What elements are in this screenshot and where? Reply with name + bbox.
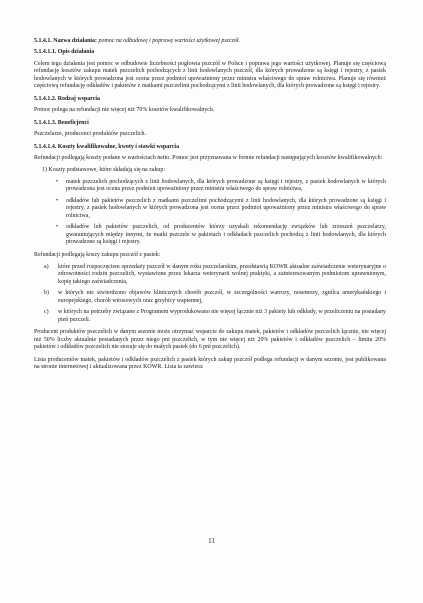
section-number: 5.1.4.1. Nazwa działania: <box>34 38 98 44</box>
list-item-text: w których na potrzeby związane z Programem wyprodukowano nie więcej łącznie niż 3 pakiety lub odkłady, w przeliczeniu na posiadany pień pszczeli. <box>58 309 386 323</box>
list-marker: c) <box>44 309 49 316</box>
conditions-list <box>34 264 386 324</box>
list-item: • odkładów lub pakietów pszczelich z matkami pszczelimi pochodzącymi z linii hodowlanych, dla których prowadzone są księgi i rejestry, z pasiek hodowlanych w których prowadzona jest ocena przez podmiot upoważniony przez ministra właściwego do spraw rolnictwa, <box>34 198 386 220</box>
section-heading-opis: 5.1.4.1.1. Opis działania <box>34 49 95 56</box>
paragraph-producent: Producent produktów pszczelich w danym sezonie może otrzymać wsparcie do zakupu matek, pakietów i odkładów pszczelich łącznie, nie więcej niż 50% liczby aktualnie posiadanych przez niego pni pszczelich, w tym nie więcej niż 20% pakietów i odkładów pszczelich – limitu 20% pakietów i odkładów pszczelich nie stosuje się do małych pasiek (do 6 pni pszczelich). <box>34 329 386 351</box>
list-item <box>34 309 386 324</box>
document-body <box>34 38 386 376</box>
list-item <box>34 290 386 305</box>
section-name: pomoc na odbudowę i poprawę wartości użytkowej pszczół. <box>98 38 241 44</box>
list-marker: b) <box>44 290 49 297</box>
bullet-list <box>34 179 386 247</box>
paragraph-refundacja: Refundacji podlegają koszty podane w wartościach netto. Pomoc jest przyznawana w formie refundacji następujących kosztów kwalifikowalnych: <box>34 154 383 161</box>
list-item: • odkładów lub pakietów pszczelich, od producentów którzy uzyskali rekomendację związków lub zrzeszeń pszczelarzy, gwarantujących między innymi, że matki pszczele w pakietach i odkładach pszczelich pochodzą z linii hodowlanych, dla których prowadzone są księgi i rejestry. <box>34 224 386 246</box>
section-heading-rodzaj: 5.1.4.1.2. Rodzaj wsparcia <box>34 95 101 102</box>
section-heading-beneficjenci: 5.1.4.1.3. Beneficjenci <box>34 119 89 126</box>
paragraph-opis: Celem tego działania jest pomoc w odbudowie liczebności pogłowia pszczół w Polsce i poprawa jego wartości użytkowej. Planuje się częściową refundację kosztów zakupu matek pszczelich pochodzących z linii hodowlanych pszczół, dla których prowadzone są księgi i rejestry, z pasiek hodowlanych w których prowadzona jest ocena przez podmiot upoważniony przez ministra właściwego do spraw rolnictwa. Planuje się również częściową refundację odkładów i pakietów z matkami pszczelimi pochodzącymi z linii hodowlanych, dla których prowadzone są księgi i rejestry. <box>34 60 386 90</box>
list-item-koszty-podstawowe: 1) Koszty podstawowe, które składają się na zakup: <box>42 167 166 174</box>
list-item-text: które przed rozpoczęciem sprzedaży pszczół w danym roku pszczelarskim, przedstawią KOWR aktualne zaświadczenie weterynaryjne o zdrowotności rodzin pszczelich, wystawione przez lekarza weterynarii wolnej praktyki, a zainteresowanym podmiotom uprawnionym, kopię takiego zaświadczenia, <box>58 263 386 285</box>
paragraph-lista: Lista producentów matek, pakietów i odkładów pszczelich z pasiek których zakup pszczół podlega refundacji w danym sezonie, jest publikowana na stronie internetowej i aktualizowana przez KOWR. Lista ta zawiera: <box>34 356 386 370</box>
paragraph-warunki: Refundacji podlegają koszy zakupu pszczół z pasiek: <box>34 251 161 258</box>
section-heading-koszty: 5.1.4.1.4. Koszty kwalifikowalne, kwoty i stawki wsparcia <box>34 143 180 150</box>
list-marker: a) <box>44 263 49 270</box>
section-heading-5-1-4-1 <box>34 38 386 45</box>
paragraph-rodzaj: Pomoc polega na refundacji nie więcej niż 70% kosztów kwalifikowalnych. <box>34 107 215 114</box>
paragraph-beneficjenci: Pszczelarze, producenci produktów pszczelich. <box>34 131 146 138</box>
list-item: • matek pszczelich pochodzących z linii hodowlanych, dla których prowadzone są księgi i rejestry, z pasiek hodowlanych w których prowadzona jest ocena przez podmiot upoważniony przez ministra właściwego do spraw rolnictwa, <box>34 179 386 194</box>
page-number: 11 <box>208 537 215 545</box>
list-item <box>34 264 386 286</box>
list-item-text: w których nie stwierdzono objawów klinicznych chorób pszczół, w szczególności warrozy, nosemozy, zgnilca amerykańskiego i europejskiego, chorób wirusowych oraz grzybicy wapiennej, <box>58 290 386 304</box>
